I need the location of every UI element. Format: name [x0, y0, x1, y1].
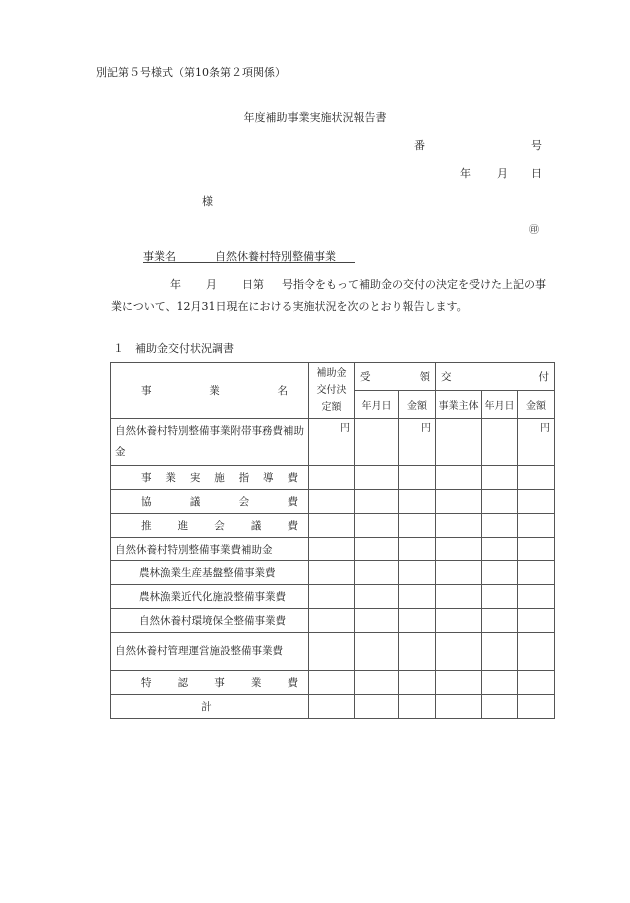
row-issued-date — [482, 466, 518, 490]
row-received-amount — [399, 671, 436, 695]
number-suffix: 号 — [531, 139, 542, 152]
table-row — [111, 671, 555, 695]
row-entity — [436, 561, 482, 585]
row-issued-date — [482, 585, 518, 609]
table-row — [111, 466, 555, 490]
row-project-name — [111, 514, 309, 538]
row-project-name — [111, 538, 309, 561]
row-project-name — [111, 609, 309, 633]
header-received-1: 受 — [360, 371, 371, 383]
body-text-line-2: 業について、12月31日現在における実施状況を次のとおり報告します。 — [111, 300, 468, 313]
header-received-2: 領 — [419, 371, 430, 383]
header-received — [355, 363, 436, 391]
table-row — [111, 419, 555, 466]
row-issued-amount — [518, 466, 555, 490]
row-issued-date — [482, 561, 518, 585]
row-issued-amount: 円 — [518, 419, 555, 466]
row-received-date — [355, 538, 399, 561]
row-received-amount — [399, 561, 436, 585]
row-name-text: 自然休養村管理運営施設整備事業費 — [115, 645, 283, 657]
row-received-date — [355, 609, 399, 633]
row-received-amount — [399, 538, 436, 561]
row-name-char: 指 — [238, 472, 250, 484]
row-received-amount — [399, 633, 436, 671]
table-row — [111, 538, 555, 561]
row-name-char: 特 — [141, 677, 152, 689]
row-project-name — [111, 585, 309, 609]
date-day-label: 日 — [531, 167, 542, 180]
row-decision-amount — [309, 609, 355, 633]
row-entity — [436, 490, 482, 514]
date-month-label: 月 — [497, 167, 508, 180]
row-decision-amount — [309, 514, 355, 538]
addressee-honorific: 様 — [202, 195, 213, 208]
row-issued-date — [482, 490, 518, 514]
header-name-char: 事 — [141, 385, 152, 397]
row-issued-date — [482, 633, 518, 671]
row-project-name — [111, 466, 309, 490]
row-project-name — [111, 490, 309, 514]
body-year: 年 — [170, 278, 181, 291]
row-project-name — [111, 419, 309, 466]
row-issued-amount — [518, 514, 555, 538]
table-row — [111, 609, 555, 633]
header-issued-1: 交 — [441, 371, 452, 383]
row-decision-amount: 円 — [309, 419, 355, 466]
table-row — [111, 695, 555, 719]
row-project-name — [111, 561, 309, 585]
row-decision-amount — [309, 538, 355, 561]
row-decision-amount — [309, 561, 355, 585]
page-title: 年度補助事業実施状況報告書 — [243, 111, 387, 124]
row-received-amount — [399, 466, 436, 490]
row-entity — [436, 585, 482, 609]
row-decision-amount — [309, 585, 355, 609]
row-name-char: 会 — [214, 520, 225, 532]
row-received-amount — [399, 490, 436, 514]
row-issued-date — [482, 538, 518, 561]
row-decision-amount — [309, 466, 355, 490]
row-issued-date — [482, 419, 518, 466]
row-name-char: 業 — [250, 677, 262, 689]
row-received-amount — [399, 514, 436, 538]
row-name-char: 推 — [141, 520, 152, 532]
row-name-char: 費 — [287, 472, 298, 484]
row-issued-amount — [518, 561, 555, 585]
row-issued-amount — [518, 633, 555, 671]
row-issued-date — [482, 695, 518, 719]
row-project-name — [111, 671, 309, 695]
row-entity — [436, 609, 482, 633]
row-received-amount — [399, 585, 436, 609]
row-name-char: 導 — [263, 472, 274, 484]
row-name-char: 会 — [238, 496, 250, 508]
table-row — [111, 585, 555, 609]
row-received-amount: 円 — [399, 419, 436, 466]
header-issued-date: 年月日 — [482, 391, 518, 419]
row-issued-amount — [518, 695, 555, 719]
row-received-date — [355, 561, 399, 585]
row-decision-amount — [309, 490, 355, 514]
header-issued — [436, 363, 555, 391]
row-name-char: 進 — [177, 520, 189, 532]
header-issued-amount: 金額 — [518, 391, 555, 419]
row-received-date — [355, 419, 399, 466]
row-received-date — [355, 585, 399, 609]
row-issued-date — [482, 514, 518, 538]
row-name-char: 施 — [214, 472, 225, 484]
number-label: 番 — [414, 139, 425, 152]
row-entity — [436, 466, 482, 490]
table-row — [111, 633, 555, 671]
row-received-date — [355, 671, 399, 695]
section-title: １ 補助金交付状況調書 — [113, 342, 234, 355]
row-decision-amount — [309, 671, 355, 695]
body-month: 月 — [206, 278, 217, 291]
row-name-char: 協 — [141, 496, 152, 508]
header-name-char: 名 — [277, 385, 288, 397]
table-row — [111, 561, 555, 585]
row-entity — [436, 419, 482, 466]
row-received-date — [355, 633, 399, 671]
row-entity — [436, 633, 482, 671]
row-received-amount — [399, 609, 436, 633]
table-row — [111, 514, 555, 538]
header-received-date: 年月日 — [355, 391, 399, 419]
subsidy-table — [110, 362, 555, 719]
row-received-amount — [399, 695, 436, 719]
header-project-name — [111, 363, 309, 419]
row-received-date — [355, 695, 399, 719]
row-entity — [436, 538, 482, 561]
row-issued-date — [482, 609, 518, 633]
row-entity — [436, 514, 482, 538]
header-issued-2: 付 — [538, 371, 550, 383]
row-issued-date — [482, 671, 518, 695]
row-project-name — [111, 633, 309, 671]
row-name-char: 費 — [287, 520, 298, 532]
row-decision-amount — [309, 695, 355, 719]
header-received-amount: 金額 — [399, 391, 436, 419]
form-label: 別記第５号様式（第10条第２項関係） — [96, 66, 286, 79]
row-name-char: 議 — [250, 520, 262, 532]
row-issued-amount — [518, 671, 555, 695]
row-name-char: 認 — [177, 677, 189, 689]
row-name-text: 農林漁業近代化施設整備事業費 — [139, 591, 286, 603]
table-row — [111, 490, 555, 514]
row-entity — [436, 695, 482, 719]
row-name-char: 費 — [287, 677, 298, 689]
body-text-line-1 — [170, 276, 546, 292]
row-name-text: 農林漁業生産基盤整備事業費 — [139, 567, 276, 579]
row-received-date — [355, 490, 399, 514]
row-issued-amount — [518, 609, 555, 633]
row-name-char: 費 — [287, 496, 298, 508]
row-decision-amount — [309, 633, 355, 671]
seal-mark: ㊞ — [529, 225, 539, 236]
project-name-underline — [143, 262, 355, 263]
row-name-text: 自然休養村特別整備事業附帯事務費補助金 — [115, 425, 304, 458]
row-entity — [436, 671, 482, 695]
row-name-char: 業 — [165, 472, 176, 484]
row-name-char: 議 — [189, 496, 201, 508]
row-name-text: 自然休養村環境保全整備事業費 — [139, 615, 286, 627]
project-name-value: 自然休養村特別整備事業 — [215, 250, 336, 263]
row-name-text: 自然休養村特別整備事業費補助金 — [115, 543, 273, 556]
row-issued-amount — [518, 490, 555, 514]
project-name-label: 事業名 — [143, 250, 176, 263]
row-project-name — [111, 695, 309, 719]
row-received-date — [355, 514, 399, 538]
row-issued-amount — [518, 585, 555, 609]
row-name-char: 事 — [141, 472, 152, 484]
row-name-char: 実 — [189, 472, 201, 484]
row-issued-amount — [518, 538, 555, 561]
header-entity: 事業主体 — [436, 391, 482, 419]
header-name-char: 業 — [209, 385, 220, 397]
date-year-label: 年 — [460, 167, 471, 180]
body-day: 日第 — [242, 278, 264, 291]
body-rest: 号指令をもって補助金の交付の決定を受けた上記の事 — [282, 278, 546, 291]
row-received-date — [355, 466, 399, 490]
header-decision-amount: 補助金交付決定額 — [309, 363, 355, 419]
row-name-text: 計 — [201, 701, 212, 713]
row-name-char: 事 — [214, 677, 225, 689]
